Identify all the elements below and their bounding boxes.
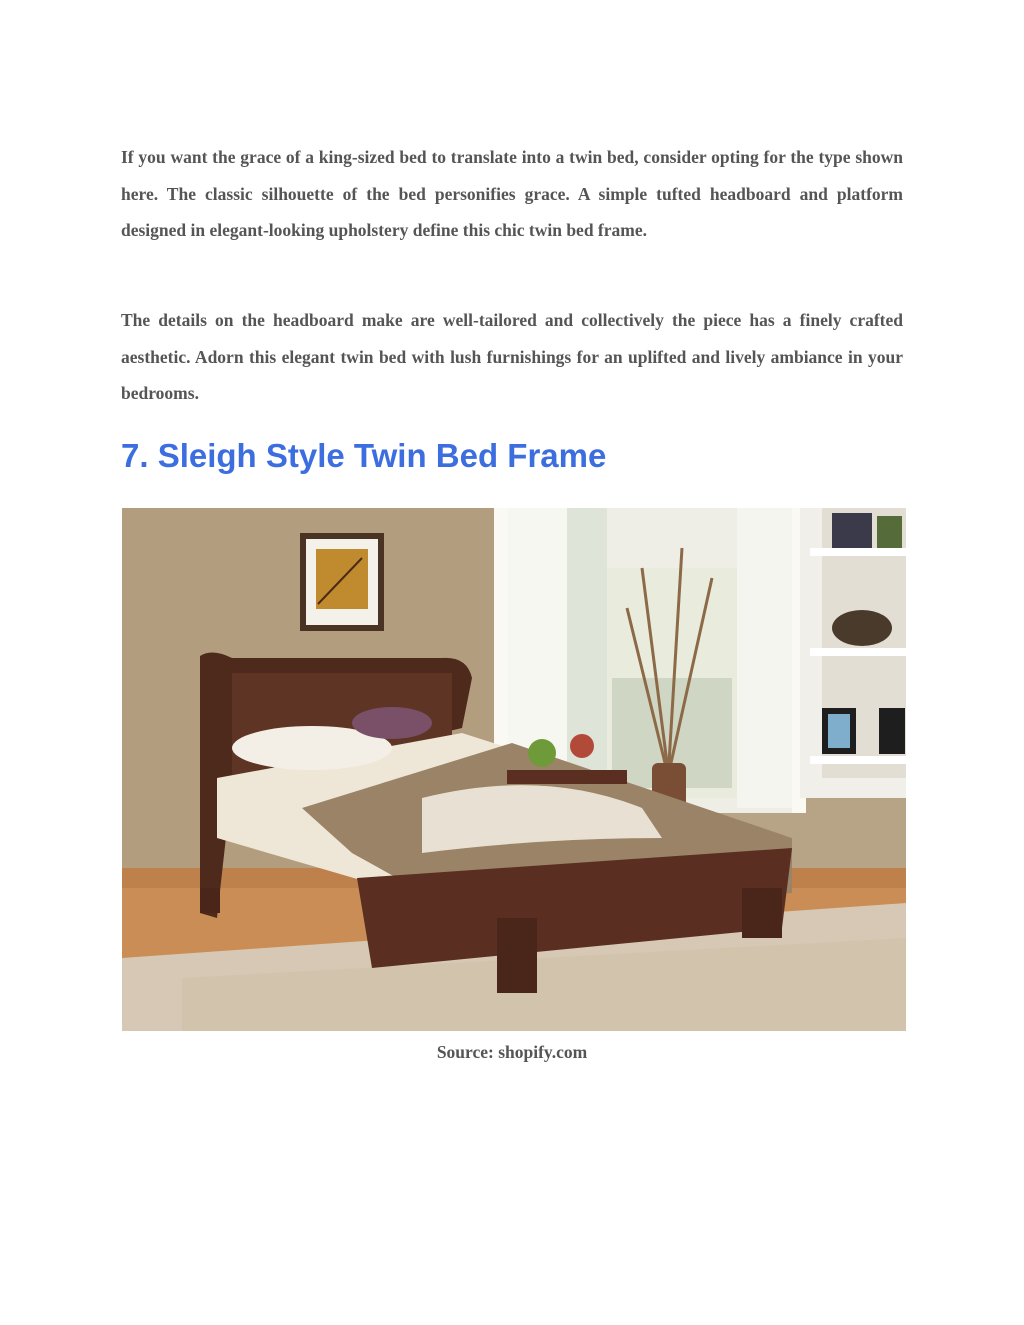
paragraph-details: The details on the headboard make are well-tailored and collectively the piece has a finely crafted aesthetic. Adorn this elegant twin bed with lush furnishings for an uplifted and lively ambiance in your bedrooms. xyxy=(121,310,903,403)
image-caption: Source: shopify.com xyxy=(436,1042,588,1062)
bed-photo xyxy=(122,508,906,1031)
bed-illustration xyxy=(122,508,906,1031)
paragraph-intro: If you want the grace of a king-sized bed to translate into a twin bed, consider opting for the type shown here. The classic silhouette of the bed personifies grace. A simple tufted headboard and platform designed in elegant-looking upholstery define this chic twin bed frame. xyxy=(121,147,903,240)
section-heading: 7. Sleigh Style Twin Bed Frame xyxy=(121,437,607,474)
